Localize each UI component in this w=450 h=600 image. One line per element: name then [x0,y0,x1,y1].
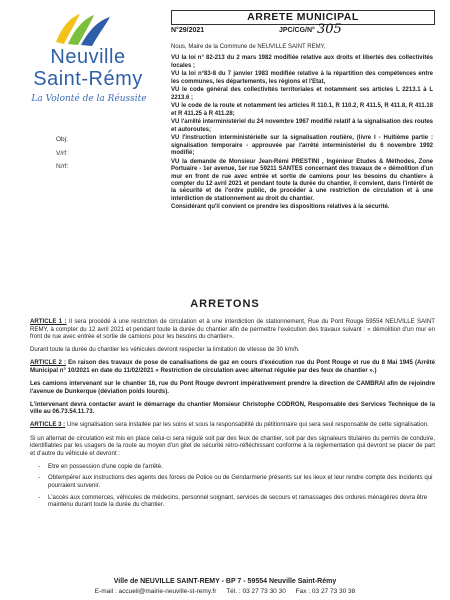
footer-address: Ville de NEUVILLE SAINT-REMY - BP 7 - 59554 Neuville Saint-Rémy [113,578,337,585]
contact-paragraph: L'intervenant devra contacter avant le démarrage du chantier Monsieur Christophe CODRON, Responsable des Services Technique de la ville au 06.73.54.11.73. [30,400,435,416]
decree-heading: ARRETONS [190,298,260,310]
speed-limit-paragraph: Durant toute la durée du chantier les véhicules devront respecter la limitation de vitesse de 30 km/h. [30,346,300,354]
document-title: ARRETE MUNICIPAL [171,10,435,25]
our-ref-label: N/rf: [56,163,69,170]
footer-fax: Fax : 03 27 73 30 38 [295,588,356,595]
list-item-text: Etre en possession d'une copie de l'arrêté. [48,462,163,470]
decree-body [30,318,435,513]
visa-item: VU le code général des collectivités territoriales et notamment ses articles L 2213.1 à L 2213.6 ; [171,87,433,101]
considering-clause: Considérant qu'il convient ce prendre les dispositions relatives à la sécurité. [171,204,390,211]
visa-item: VU l'instruction interministérielle sur la signalisation routière, (livre I - Huitième partie : signalisation temporaire - approuvée par l'arrêté interministériel du 6 novembre 1992 modifié; [171,135,433,157]
article-1-label: ARTICLE 1 : [30,318,67,325]
article-2-label: ARTICLE 2 : [30,359,67,367]
article-2-text: En raison des travaux de pose de canalisations de gaz en cours d'exécution rue du Pont Rouge et rue du 8 Mai 1945 (Arrêté Municipal n° 10/2021 en date du 11/02/2021 « Restriction de circulation avec alternat régulée par des feux de chantier ».) [30,359,435,374]
town-logo [8,6,168,118]
mayor-intro: Nous, Maire de la Commune de NEUVILLE SAINT REMY, [171,44,326,50]
object-label: Obj: [56,136,68,143]
legal-references [171,44,433,213]
visa-item: VU la loi n° 82-213 du 2 mars 1982 modifiée relative aux droits et libertés des collectivités locales ; [171,55,433,69]
visa-item: VU l'arrêté interministériel du 24 novembre 1967 modifié relatif à la signalisation des routes et autoroutes; [171,119,433,133]
article-3-text: Une signalisation sera installée par les soins et sous la responsabilité du pétitionnaire qui sera seul responsable de cette signalisation. [66,421,429,429]
logo-town-name-line1: Neuville [50,46,126,68]
truck-route-paragraph: Les camions intervenant sur le chantier 16, rue du Pont Rouge devront impérativement prendre la direction de CAMBRAI afin de rejoindre l'avenue de Dunkerque (déviation poids lourds). [30,380,435,395]
handwritten-reference-number: 305 [317,22,342,37]
list-item [38,462,435,471]
article-1-text: Il sera procédé à une restriction de circulation et à une interdiction de stationnement, Rue du Pont Rouge 59554 NEUVILLE SAINT REMY, à compter du 12 avril 2021 et pendant toute la durée du chantier afin de permettre l'exécution des travaux suivant : « démolition d'un mur en front de rue avec entrée et sortie de camions pour les besoins du chantier». [30,318,435,341]
visa-request: VU la demande de Monsieur Jean-Rémi PRESTINI , Ingénieur Etudes & Méthodes, Zone Portuaire - 1er avenue, 1er rue 59211 SANTES concernant des travaux de « démolition d'un mur en front de rue avec entrée et sortie de camions pour les besoins du chantier» à compter du 12 avril 2021 et pendant toute la durée du chantier, il convient, dans l'intérêt de la sécurité et de l'ordre public, de procéder à une restriction de circulation et à une interdiction de stationnement au droit du chantier. [171,158,433,202]
bullet-dash: - [38,462,41,470]
visa-item: VU le code de la route et notamment les articles R 110.1, R 110.2, R 411.5, R 411.8, R 411.18 et R 411.25 à R 411.28; [171,103,433,117]
bullet-dash: - [38,493,41,501]
article-2 [30,359,435,374]
list-item [38,474,435,489]
logo-town-name-line2: Saint-Rémy [33,68,143,90]
alternating-traffic-paragraph: Si un alternat de circulation est mis en place celui-ci sera régulé soit par des feux de chantier, soit par des signaleurs titulaires du permis de conduire, identifiables par les usagers de la route au moyen d'un gilet de sécurité rétro-réfléchissant conforme à la réglementation qui devront se placer de part et d'autre du véhicule et devront : [30,434,435,457]
list-item [38,493,435,509]
footer-email[interactable]: E-mail : accueil@mairie-neuville-st-remy.fr [94,588,217,595]
visa-item: VU la loi n°83-8 du 7 janvier 1983 modifiée relative à la répartition des compétences entre les communes, les départements, les régions et l'Etat, [171,71,433,85]
logo-flag-graphic [50,12,120,48]
article-3-label: ARTICLE 3 : [30,421,66,429]
footer-phone: Tél. : 03 27 73 30 30 [226,588,286,595]
list-item-text: L'accès aux commerces, véhicules de médecins, personnel soignant, services de secours et ramassages des ordures ménagères devra être maintenu durant toute la durée du chantier. [48,493,428,509]
article-3 [30,421,435,429]
reference-code: JPC/CG/N° [279,27,315,34]
order-number: N°29/2021 [171,27,205,34]
footer-contacts [0,588,450,595]
your-ref-label: V/rf: [56,150,68,157]
list-item-text: Obtempérer aux instructions des agents des forces de Police ou de Gendarmerie présents sur les lieux et leur rendre compte des incidents qui pourraient survenir. [48,474,433,489]
logo-motto: La Volonté de la Réussite [31,94,147,104]
article-1 [30,318,435,341]
bullet-dash: - [38,474,41,482]
